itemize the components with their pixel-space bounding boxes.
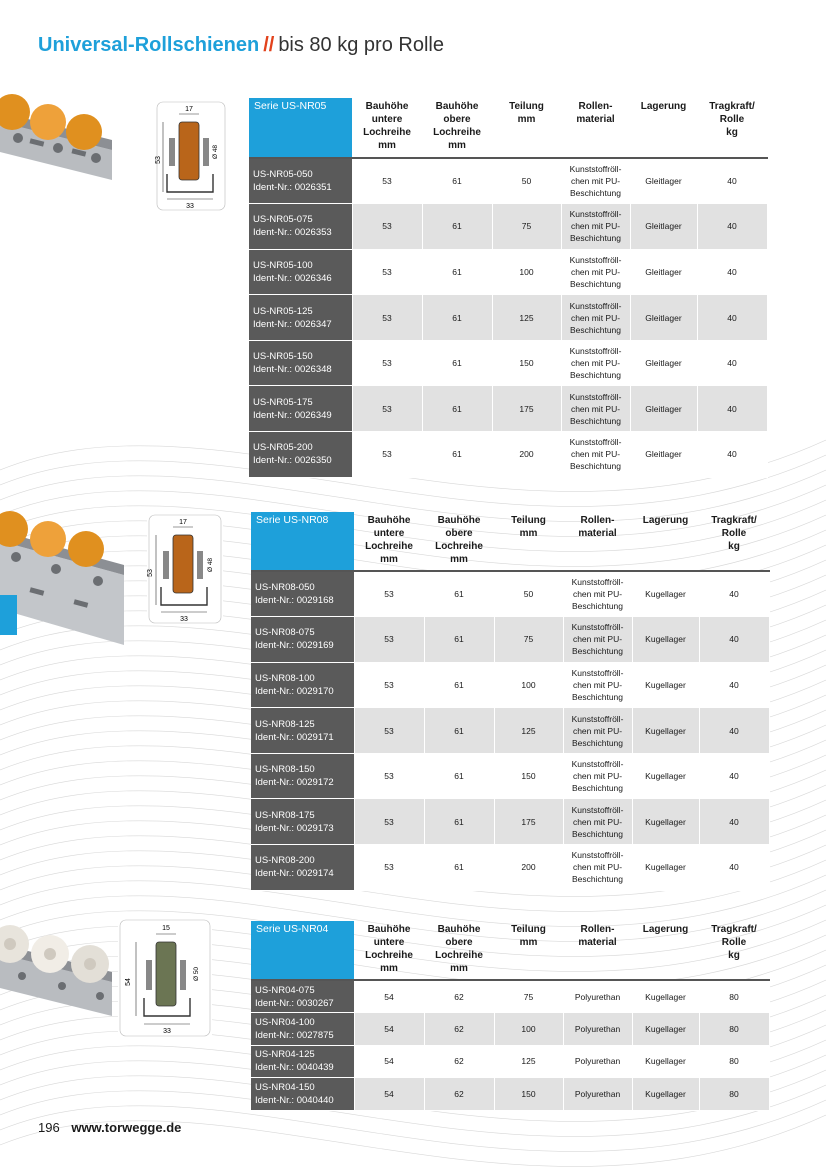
drawing-width-label: 17	[185, 106, 193, 113]
load-cell: 80	[699, 1078, 769, 1111]
article-id-cell	[251, 1078, 354, 1111]
load-cell: 40	[699, 753, 769, 799]
material-cell: Polyurethan	[563, 980, 632, 1013]
col-header-height-upper: Bauhöhe obere Lochreihe mm	[435, 924, 483, 974]
article-id-cell	[249, 386, 352, 432]
model-number: US-NR05-075	[253, 214, 313, 226]
height-upper-cell: 61	[422, 432, 492, 478]
drawing-height-label: 54	[125, 978, 132, 986]
technical-drawing-us-nr05	[155, 100, 227, 212]
bearing-cell: Kugellager	[632, 845, 699, 891]
ident-number: Ident-Nr.: 0026346	[253, 272, 332, 284]
pitch-cell: 100	[494, 1013, 563, 1046]
table-row	[249, 295, 767, 341]
pitch-cell: 100	[494, 662, 563, 708]
article-id-cell	[249, 340, 352, 386]
height-upper-cell: 61	[424, 617, 494, 663]
pitch-cell: 150	[494, 1078, 563, 1111]
model-number: US-NR05-200	[253, 442, 313, 454]
title-separator: //	[263, 34, 275, 56]
article-id-cell	[249, 432, 352, 478]
material-cell: Kunststoffröll- chen mit PU- Beschichtung	[563, 845, 632, 891]
material-cell: Polyurethan	[563, 1045, 632, 1078]
table-row	[251, 1078, 769, 1111]
material-cell: Kunststoffröll- chen mit PU- Beschichtung	[563, 799, 632, 845]
website-link[interactable]: www.torwegge.de	[71, 1120, 182, 1135]
table-row	[251, 799, 769, 845]
col-header-roller-material: Rollen- material	[578, 924, 617, 948]
col-header-roller-material: Rollen- material	[578, 515, 617, 539]
table-row	[251, 753, 769, 799]
article-id-cell	[251, 845, 354, 891]
table-row	[251, 617, 769, 663]
model-number: US-NR05-150	[253, 351, 313, 363]
height-upper-cell: 62	[424, 1013, 494, 1046]
height-upper-cell: 61	[422, 249, 492, 295]
bearing-cell: Kugellager	[632, 571, 699, 617]
ident-number: Ident-Nr.: 0029171	[255, 731, 334, 743]
ident-number: Ident-Nr.: 0026347	[253, 318, 332, 330]
load-cell: 40	[699, 617, 769, 663]
material-cell: Kunststoffröll- chen mit PU- Beschichtung	[563, 571, 632, 617]
height-upper-cell: 61	[424, 753, 494, 799]
height-lower-cell: 53	[354, 753, 424, 799]
material-cell: Kunststoffröll- chen mit PU- Beschichtung	[563, 753, 632, 799]
article-id-cell	[251, 980, 354, 1013]
col-header-load: Tragkraft/ Rolle kg	[711, 924, 757, 961]
col-header-bearing: Lagerung	[642, 924, 689, 935]
table-row	[251, 662, 769, 708]
load-cell: 80	[699, 1013, 769, 1046]
material-cell: Kunststoffröll- chen mit PU- Beschichtung	[561, 295, 630, 341]
spec-table-us-nr08	[251, 512, 770, 891]
height-lower-cell: 53	[352, 432, 422, 478]
ident-number: Ident-Nr.: 0029168	[255, 595, 334, 607]
ident-number: Ident-Nr.: 0026349	[253, 409, 332, 421]
height-lower-cell: 53	[352, 204, 422, 250]
load-cell: 40	[697, 432, 767, 478]
load-cell: 40	[699, 571, 769, 617]
ident-number: Ident-Nr.: 0040440	[255, 1095, 334, 1107]
height-upper-cell: 61	[424, 571, 494, 617]
ident-number: Ident-Nr.: 0029169	[255, 640, 334, 652]
ident-number: Ident-Nr.: 0029170	[255, 685, 334, 697]
pitch-cell: 150	[494, 753, 563, 799]
height-lower-cell: 53	[352, 386, 422, 432]
col-header-height-lower: Bauhöhe untere Lochreihe mm	[365, 924, 413, 974]
bearing-cell: Gleitlager	[630, 340, 697, 386]
drawing-width-label: 15	[162, 925, 170, 932]
drawing-width-label: 17	[179, 519, 187, 526]
table-row	[251, 980, 769, 1013]
pitch-cell: 125	[492, 295, 561, 341]
height-upper-cell: 61	[422, 158, 492, 204]
bearing-cell: Kugellager	[632, 753, 699, 799]
col-header-load: Tragkraft/ Rolle kg	[709, 101, 755, 138]
model-number: US-NR05-050	[253, 169, 313, 181]
height-upper-cell: 61	[424, 845, 494, 891]
col-header-load: Tragkraft/ Rolle kg	[711, 515, 757, 552]
col-header-height-upper: Bauhöhe obere Lochreihe mm	[435, 515, 483, 565]
drawing-base-label: 33	[180, 616, 188, 623]
height-lower-cell: 53	[354, 662, 424, 708]
bearing-cell: Gleitlager	[630, 432, 697, 478]
model-number: US-NR04-125	[255, 1049, 315, 1061]
material-cell: Kunststoffröll- chen mit PU- Beschichtung	[561, 204, 630, 250]
model-number: US-NR08-200	[255, 855, 315, 867]
material-cell: Kunststoffröll- chen mit PU- Beschichtung	[561, 158, 630, 204]
page-title: Universal-Rollschienen	[38, 34, 260, 56]
drawing-base-label: 33	[186, 203, 194, 210]
material-cell: Kunststoffröll- chen mit PU- Beschichtung	[561, 432, 630, 478]
table-row	[249, 386, 767, 432]
article-id-cell	[249, 249, 352, 295]
bearing-cell: Kugellager	[632, 708, 699, 754]
model-number: US-NR05-125	[253, 305, 313, 317]
pitch-cell: 75	[494, 617, 563, 663]
pitch-cell: 175	[494, 799, 563, 845]
table-row	[251, 1013, 769, 1046]
height-lower-cell: 54	[354, 980, 424, 1013]
article-id-cell	[251, 753, 354, 799]
pitch-cell: 200	[494, 845, 563, 891]
pitch-cell: 75	[494, 980, 563, 1013]
bearing-cell: Kugellager	[632, 1045, 699, 1078]
ident-number: Ident-Nr.: 0027875	[255, 1029, 334, 1041]
model-number: US-NR04-075	[255, 984, 315, 996]
model-number: US-NR04-150	[255, 1082, 315, 1094]
section-tab-marker	[0, 595, 17, 635]
ident-number: Ident-Nr.: 0026353	[253, 227, 332, 239]
technical-drawing-us-nr04	[118, 918, 212, 1038]
technical-drawing-us-nr08	[147, 513, 223, 625]
material-cell: Kunststoffröll- chen mit PU- Beschichtung	[563, 662, 632, 708]
pitch-cell: 100	[492, 249, 561, 295]
model-number: US-NR05-100	[253, 259, 313, 271]
ident-number: Ident-Nr.: 0029172	[255, 777, 334, 789]
bearing-cell: Kugellager	[632, 617, 699, 663]
height-lower-cell: 53	[352, 249, 422, 295]
bearing-cell: Gleitlager	[630, 158, 697, 204]
page-header	[38, 34, 444, 57]
height-upper-cell: 62	[424, 980, 494, 1013]
height-upper-cell: 61	[422, 204, 492, 250]
material-cell: Kunststoffröll- chen mit PU- Beschichtung	[561, 249, 630, 295]
height-lower-cell: 53	[352, 340, 422, 386]
height-lower-cell: 53	[354, 708, 424, 754]
ident-number: Ident-Nr.: 0030267	[255, 997, 334, 1009]
height-lower-cell: 53	[352, 295, 422, 341]
ident-number: Ident-Nr.: 0026350	[253, 455, 332, 467]
pitch-cell: 50	[494, 571, 563, 617]
model-number: US-NR05-175	[253, 396, 313, 408]
table-row	[249, 340, 767, 386]
ident-number: Ident-Nr.: 0026351	[253, 182, 332, 194]
height-upper-cell: 61	[424, 708, 494, 754]
col-header-bearing: Lagerung	[642, 515, 689, 526]
table-row	[251, 1045, 769, 1078]
spec-table-us-nr05	[249, 98, 768, 478]
height-upper-cell: 61	[424, 799, 494, 845]
height-lower-cell: 53	[352, 158, 422, 204]
pitch-cell: 50	[492, 158, 561, 204]
height-lower-cell: 54	[354, 1045, 424, 1078]
bearing-cell: Kugellager	[632, 980, 699, 1013]
load-cell: 40	[697, 204, 767, 250]
product-photo-us-nr05	[0, 92, 120, 180]
col-header-pitch: Teilung mm	[511, 924, 546, 948]
model-number: US-NR08-050	[255, 582, 315, 594]
height-lower-cell: 53	[354, 571, 424, 617]
article-id-cell	[251, 708, 354, 754]
height-upper-cell: 61	[422, 340, 492, 386]
drawing-height-label: 53	[155, 156, 162, 164]
table-row	[251, 845, 769, 891]
table-row	[249, 204, 767, 250]
bearing-cell: Kugellager	[632, 1078, 699, 1111]
height-upper-cell: 61	[424, 662, 494, 708]
material-cell: Kunststoffröll- chen mit PU- Beschichtung	[563, 617, 632, 663]
bearing-cell: Gleitlager	[630, 249, 697, 295]
article-id-cell	[251, 1013, 354, 1046]
model-number: US-NR04-100	[255, 1016, 315, 1028]
bearing-cell: Kugellager	[632, 662, 699, 708]
bearing-cell: Gleitlager	[630, 295, 697, 341]
product-photo-us-nr04	[0, 918, 118, 1018]
article-id-cell	[251, 799, 354, 845]
height-upper-cell: 62	[424, 1078, 494, 1111]
col-header-height-lower: Bauhöhe untere Lochreihe mm	[365, 515, 413, 565]
load-cell: 40	[697, 249, 767, 295]
article-id-cell	[249, 204, 352, 250]
height-lower-cell: 53	[354, 799, 424, 845]
height-upper-cell: 62	[424, 1045, 494, 1078]
height-upper-cell: 61	[422, 295, 492, 341]
col-header-pitch: Teilung mm	[511, 515, 546, 539]
load-cell: 40	[699, 799, 769, 845]
table-row	[249, 158, 767, 204]
material-cell: Polyurethan	[563, 1078, 632, 1111]
col-header-roller-material: Rollen- material	[576, 101, 615, 125]
article-id-cell	[251, 571, 354, 617]
load-cell: 40	[699, 662, 769, 708]
load-cell: 40	[699, 708, 769, 754]
model-number: US-NR08-100	[255, 672, 315, 684]
drawing-diameter-label: Ø 48	[207, 557, 214, 573]
drawing-diameter-label: Ø 48	[212, 144, 219, 160]
col-header-bearing: Lagerung	[640, 101, 687, 112]
article-id-cell	[251, 662, 354, 708]
ident-number: Ident-Nr.: 0029173	[255, 822, 334, 834]
ident-number: Ident-Nr.: 0040439	[255, 1062, 334, 1074]
model-number: US-NR08-125	[255, 718, 315, 730]
table-row	[249, 249, 767, 295]
load-cell: 80	[699, 1045, 769, 1078]
load-cell: 40	[699, 845, 769, 891]
pitch-cell: 125	[494, 1045, 563, 1078]
pitch-cell: 150	[492, 340, 561, 386]
model-number: US-NR08-075	[255, 627, 315, 639]
bearing-cell: Gleitlager	[630, 204, 697, 250]
height-lower-cell: 53	[354, 845, 424, 891]
col-header-pitch: Teilung mm	[509, 101, 544, 125]
load-cell: 80	[699, 980, 769, 1013]
col-header-height-upper: Bauhöhe obere Lochreihe mm	[433, 101, 481, 151]
page-subtitle: bis 80 kg pro Rolle	[278, 34, 444, 56]
load-cell: 40	[697, 340, 767, 386]
drawing-diameter-label: Ø 50	[193, 966, 200, 982]
height-lower-cell: 54	[354, 1078, 424, 1111]
pitch-cell: 200	[492, 432, 561, 478]
load-cell: 40	[697, 295, 767, 341]
material-cell: Polyurethan	[563, 1013, 632, 1046]
material-cell: Kunststoffröll- chen mit PU- Beschichtung	[563, 708, 632, 754]
material-cell: Kunststoffröll- chen mit PU- Beschichtung	[561, 386, 630, 432]
table-row	[249, 432, 767, 478]
height-lower-cell: 54	[354, 1013, 424, 1046]
series-title: Serie US-NR05	[249, 98, 352, 158]
pitch-cell: 175	[492, 386, 561, 432]
drawing-base-label: 33	[163, 1028, 171, 1035]
height-lower-cell: 53	[354, 617, 424, 663]
pitch-cell: 75	[492, 204, 561, 250]
page-footer	[38, 1120, 181, 1135]
series-title: Serie US-NR08	[251, 512, 354, 571]
bearing-cell: Kugellager	[632, 1013, 699, 1046]
product-photo-us-nr08	[0, 505, 130, 655]
bearing-cell: Kugellager	[632, 799, 699, 845]
height-upper-cell: 61	[422, 386, 492, 432]
spec-table-us-nr04	[251, 921, 770, 1111]
table-row	[251, 708, 769, 754]
article-id-cell	[249, 158, 352, 204]
series-title: Serie US-NR04	[251, 921, 354, 980]
ident-number: Ident-Nr.: 0029174	[255, 868, 334, 880]
table-row	[251, 571, 769, 617]
pitch-cell: 125	[494, 708, 563, 754]
col-header-height-lower: Bauhöhe untere Lochreihe mm	[363, 101, 411, 151]
material-cell: Kunststoffröll- chen mit PU- Beschichtung	[561, 340, 630, 386]
bearing-cell: Gleitlager	[630, 386, 697, 432]
ident-number: Ident-Nr.: 0026348	[253, 364, 332, 376]
article-id-cell	[251, 1045, 354, 1078]
load-cell: 40	[697, 158, 767, 204]
model-number: US-NR08-150	[255, 764, 315, 776]
model-number: US-NR08-175	[255, 809, 315, 821]
drawing-height-label: 53	[147, 569, 154, 577]
page-number: 196	[38, 1120, 60, 1135]
load-cell: 40	[697, 386, 767, 432]
article-id-cell	[251, 617, 354, 663]
article-id-cell	[249, 295, 352, 341]
